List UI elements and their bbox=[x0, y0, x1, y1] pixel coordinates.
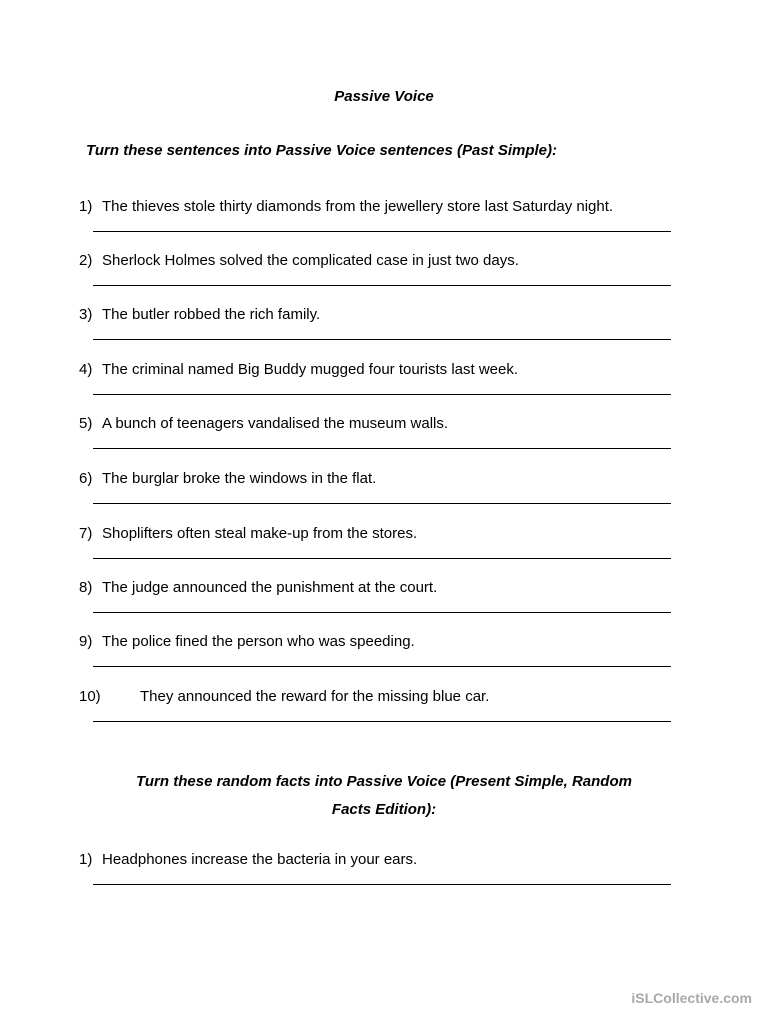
item-sentence: Shoplifters often steal make-up from the stores. bbox=[102, 525, 418, 542]
answer-line[interactable] bbox=[93, 884, 671, 885]
exercise-item-6 bbox=[79, 470, 699, 510]
exercise-item-9 bbox=[79, 633, 699, 673]
exercise-item-4 bbox=[79, 361, 699, 401]
exercise-item-1 bbox=[79, 198, 699, 238]
item-sentence: The burglar broke the windows in the flat. bbox=[102, 470, 377, 487]
item-number: 5) bbox=[79, 415, 93, 432]
item-sentence: A bunch of teenagers vandalised the museum walls. bbox=[102, 415, 449, 432]
item-number: 1) bbox=[79, 851, 93, 868]
item-number: 2) bbox=[79, 252, 93, 269]
answer-line[interactable] bbox=[93, 721, 671, 722]
answer-line[interactable] bbox=[93, 558, 671, 559]
exercise-item-5 bbox=[79, 415, 699, 455]
item-number: 8) bbox=[79, 579, 93, 596]
answer-line[interactable] bbox=[93, 339, 671, 340]
answer-line[interactable] bbox=[93, 448, 671, 449]
item-number: 10) bbox=[79, 688, 101, 705]
item-number: 6) bbox=[79, 470, 93, 487]
watermark: iSLCollective.com bbox=[631, 990, 752, 1006]
item-sentence: Headphones increase the bacteria in your ears. bbox=[102, 851, 418, 868]
exercise-item-2 bbox=[79, 252, 699, 292]
section2-instruction bbox=[0, 768, 768, 824]
item-sentence: The police fined the person who was speeding. bbox=[102, 633, 415, 650]
item-number: 3) bbox=[79, 306, 93, 323]
answer-line[interactable] bbox=[93, 666, 671, 667]
item-number: 4) bbox=[79, 361, 93, 378]
item-sentence: The criminal named Big Buddy mugged four tourists last week. bbox=[102, 361, 519, 378]
exercise-item-3 bbox=[79, 306, 699, 346]
item-sentence: Sherlock Holmes solved the complicated case in just two days. bbox=[102, 252, 519, 269]
answer-line[interactable] bbox=[93, 503, 671, 504]
item-number: 1) bbox=[79, 198, 93, 215]
exercise-item-10 bbox=[79, 688, 699, 728]
section1-instruction: Turn these sentences into Passive Voice sentences (Past Simple): bbox=[86, 142, 558, 159]
item-number: 9) bbox=[79, 633, 93, 650]
item-sentence: The butler robbed the rich family. bbox=[102, 306, 321, 323]
answer-line[interactable] bbox=[93, 612, 671, 613]
exercise-item-8 bbox=[79, 579, 699, 619]
section2-instruction-line1: Turn these random facts into Passive Voice (Present Simple, Random bbox=[136, 773, 632, 790]
answer-line[interactable] bbox=[93, 394, 671, 395]
item-sentence: The judge announced the punishment at the court. bbox=[102, 579, 438, 596]
section2-instruction-line2: Facts Edition): bbox=[331, 801, 437, 818]
item-sentence: The thieves stole thirty diamonds from the jewellery store last Saturday night. bbox=[102, 198, 614, 215]
fact-item-1 bbox=[79, 851, 699, 891]
answer-line[interactable] bbox=[93, 231, 671, 232]
exercise-item-7 bbox=[79, 525, 699, 565]
answer-line[interactable] bbox=[93, 285, 671, 286]
item-number: 7) bbox=[79, 525, 93, 542]
page-title: Passive Voice bbox=[334, 88, 434, 105]
item-sentence: They announced the reward for the missing blue car. bbox=[140, 688, 490, 705]
